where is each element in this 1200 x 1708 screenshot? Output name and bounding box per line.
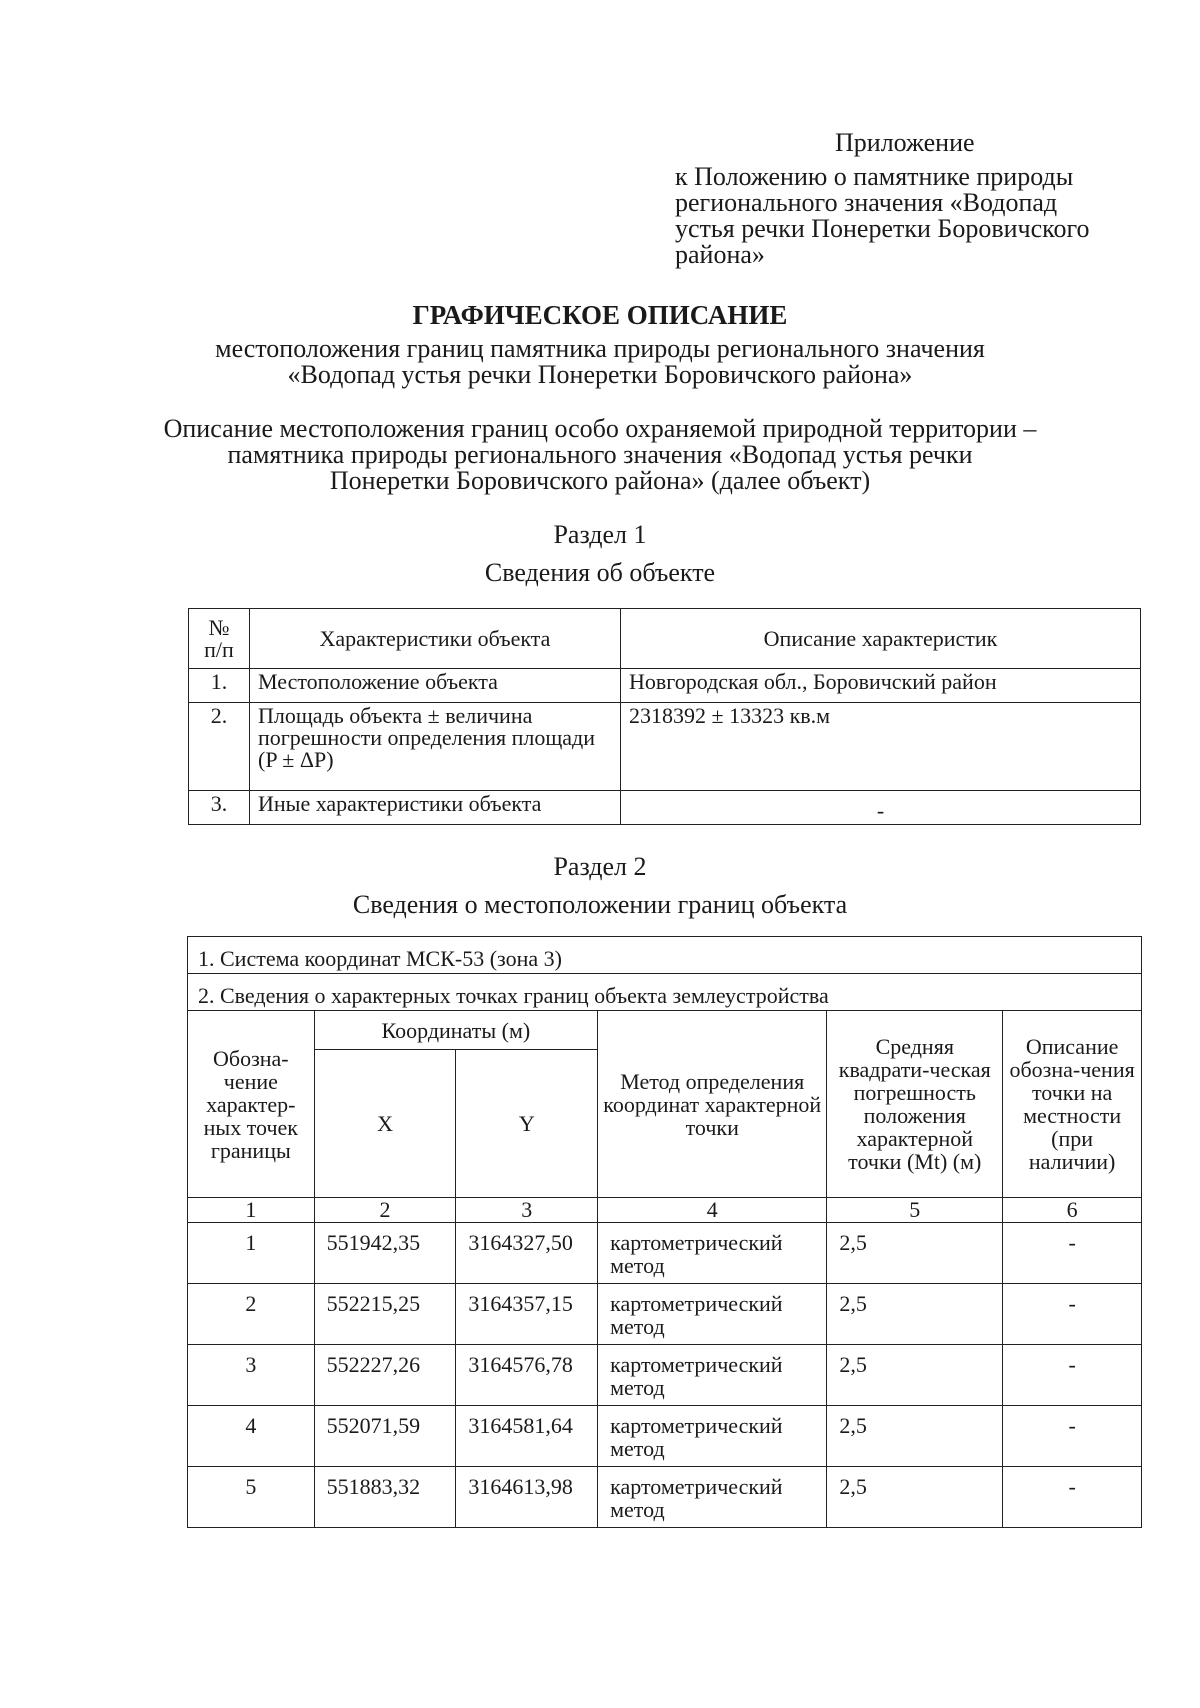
appendix-block [675, 130, 1155, 268]
appendix-line: регионального значения «Водопад [675, 188, 1058, 217]
document-subtitle [0, 336, 1200, 388]
point-id: 2 [188, 1284, 315, 1345]
point-id: 4 [188, 1406, 315, 1467]
point-location: - [1003, 1284, 1142, 1345]
appendix-line: устья речки Понеретки Боровичского [675, 214, 1090, 243]
column-index: 6 [1003, 1198, 1142, 1223]
header-cell-characteristic: Характеристики объекта [250, 609, 621, 669]
row-description: - [621, 791, 1141, 825]
table-row [188, 1284, 1142, 1345]
point-location: - [1003, 1345, 1142, 1406]
point-method: картометрический метод [598, 1345, 827, 1406]
row-characteristic: Площадь объекта ± величина погрешности определения площади (P ± ΔP) [250, 703, 621, 791]
coord-system-row [188, 937, 1142, 974]
table-row [188, 1223, 1142, 1284]
point-location: - [1003, 1467, 1142, 1528]
point-y: 3164327,50 [456, 1223, 598, 1284]
point-y: 3164613,98 [456, 1467, 598, 1528]
row-number: 3. [189, 791, 250, 825]
column-index: 2 [314, 1198, 456, 1223]
column-index: 3 [456, 1198, 598, 1223]
point-location: - [1003, 1406, 1142, 1467]
header-cell-number: № п/п [189, 609, 250, 669]
column-index: 4 [598, 1198, 827, 1223]
appendix-title: Приложение [835, 128, 975, 157]
section1-heading: Раздел 1 [553, 520, 647, 549]
description-line: памятника природы регионального значения «Водопад устья речки [227, 440, 973, 469]
point-y: 3164576,78 [456, 1345, 598, 1406]
column-index: 5 [827, 1198, 1003, 1223]
object-info-table [188, 608, 1141, 825]
point-location: - [1003, 1223, 1142, 1284]
point-x: 551942,35 [314, 1223, 456, 1284]
section1-subheading: Сведения об объекте [484, 558, 716, 587]
column-index-row [188, 1198, 1142, 1223]
table-header-row [188, 1011, 1142, 1050]
row-description: Новгородская обл., Боровичский район [621, 669, 1141, 703]
point-method: картометрический метод [598, 1223, 827, 1284]
description-line: Понеретки Боровичского района» (далее объект) [329, 466, 871, 495]
row-number: 1. [189, 669, 250, 703]
points-title-cell: 2. Сведения о характерных точках границ объекта землеустройства [188, 974, 1142, 1011]
table-row [188, 1467, 1142, 1528]
row-description: 2318392 ± 13323 кв.м [621, 703, 1141, 791]
table-row [188, 1345, 1142, 1406]
header-cell-method: Метод определения координат характерной точки [598, 1011, 827, 1198]
points-title-row [188, 974, 1142, 1011]
point-x: 551883,32 [314, 1467, 456, 1528]
table-row [189, 791, 1141, 825]
row-characteristic: Иные характеристики объекта [250, 791, 621, 825]
point-id: 1 [188, 1223, 315, 1284]
point-method: картометрический метод [598, 1284, 827, 1345]
header-cell-coordinates: Координаты (м) [314, 1011, 597, 1050]
point-error: 2,5 [827, 1223, 1003, 1284]
header-cell-description: Описание характеристик [621, 609, 1141, 669]
point-x: 552215,25 [314, 1284, 456, 1345]
point-y: 3164581,64 [456, 1406, 598, 1467]
subtitle-line: местоположения границ памятника природы регионального значения [215, 334, 985, 363]
appendix-line: района» [675, 240, 765, 269]
point-error: 2,5 [827, 1467, 1003, 1528]
row-characteristic: Местоположение объекта [250, 669, 621, 703]
point-y: 3164357,15 [456, 1284, 598, 1345]
section2-subheading: Сведения о местоположении границ объекта [352, 890, 848, 919]
header-cell-error: Средняя квадрати-ческая погрешность положения характерной точки (Mt) (м) [827, 1011, 1003, 1198]
subtitle-line: «Водопад устья речки Понеретки Боровичского района» [287, 360, 913, 389]
table-row [188, 1406, 1142, 1467]
point-error: 2,5 [827, 1284, 1003, 1345]
header-cell-location: Описание обозна-чения точки на местности (при наличии) [1003, 1011, 1142, 1198]
point-x: 552071,59 [314, 1406, 456, 1467]
row-number: 2. [189, 703, 250, 791]
table-header-row [189, 609, 1141, 669]
column-index: 1 [188, 1198, 315, 1223]
section2-heading: Раздел 2 [553, 852, 647, 881]
description-line: Описание местоположения границ особо охраняемой природной территории – [163, 414, 1037, 443]
header-cell-designation: Обозна-чение характер-ных точек границы [188, 1011, 315, 1198]
boundary-points-table [187, 936, 1142, 1528]
document-description [0, 416, 1200, 494]
point-method: картометрический метод [598, 1406, 827, 1467]
header-cell-y: Y [456, 1050, 598, 1198]
point-error: 2,5 [827, 1345, 1003, 1406]
point-method: картометрический метод [598, 1467, 827, 1528]
table-row [189, 703, 1141, 791]
table-row [189, 669, 1141, 703]
coord-system-cell: 1. Система координат МСК-53 (зона 3) [188, 937, 1142, 974]
appendix-line: к Положению о памятнике природы [675, 162, 1074, 191]
document-title: ГРАФИЧЕСКОЕ ОПИСАНИЕ [412, 300, 788, 330]
point-error: 2,5 [827, 1406, 1003, 1467]
point-id: 5 [188, 1467, 315, 1528]
header-cell-x: X [314, 1050, 456, 1198]
point-x: 552227,26 [314, 1345, 456, 1406]
point-id: 3 [188, 1345, 315, 1406]
